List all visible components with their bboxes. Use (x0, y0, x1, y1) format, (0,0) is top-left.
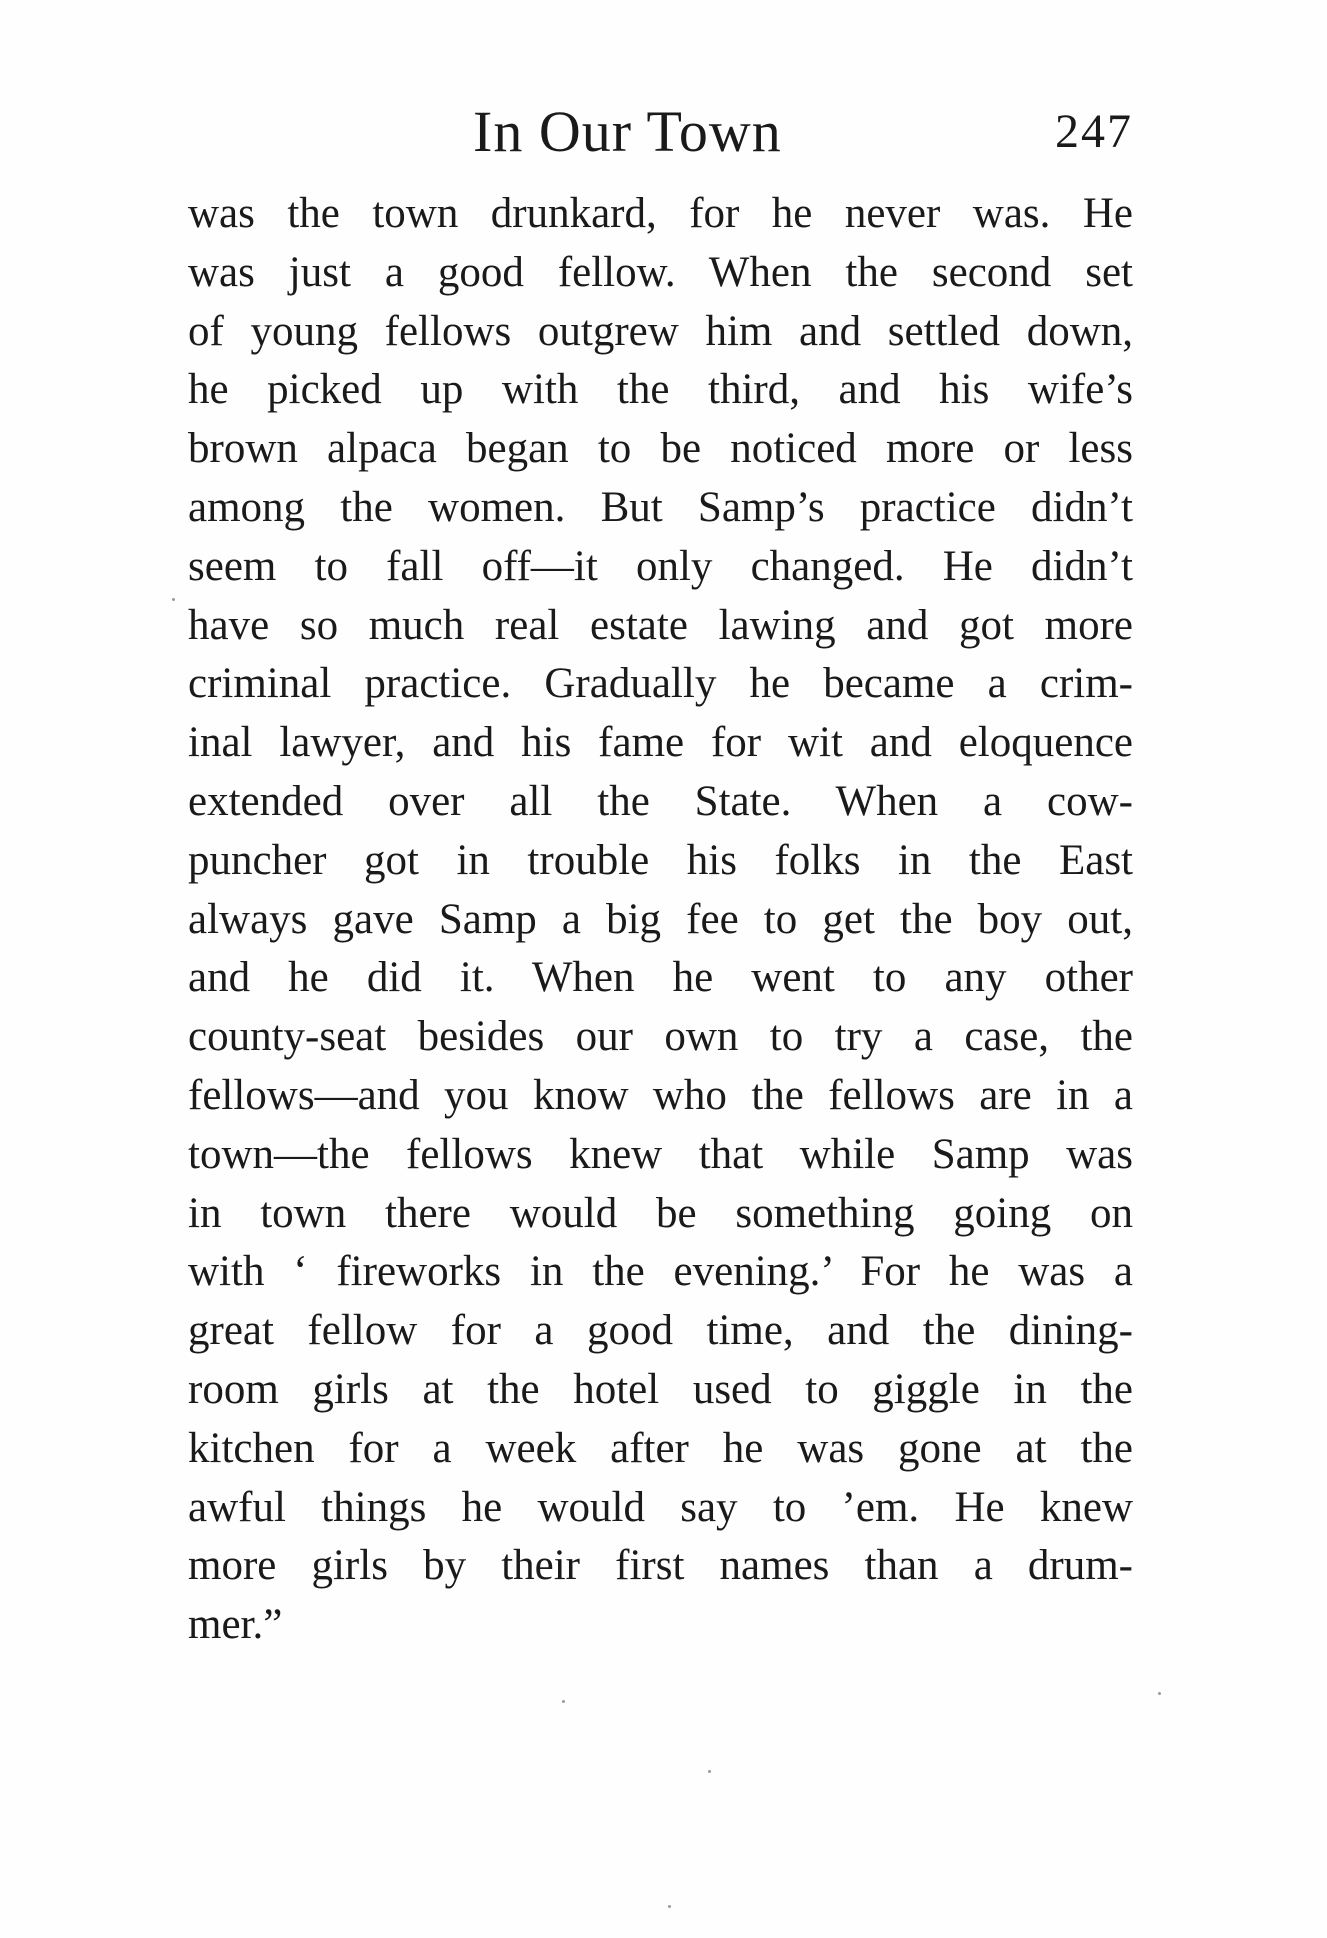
text-line: and he did it. When he went to any other (188, 954, 1133, 1002)
text-line-last: mer.” (188, 1601, 283, 1649)
scan-speck (1158, 1692, 1161, 1695)
text-line: with ‘ fireworks in the evening.’ For he was a (188, 1248, 1133, 1296)
text-line: kitchen for a week after he was gone at the (188, 1424, 1133, 1472)
text-line: was just a good fellow. When the second set (188, 248, 1133, 296)
page-number: 247 (1055, 105, 1133, 158)
text-line: have so much real estate lawing and got more (188, 601, 1133, 649)
scan-speck (668, 1905, 671, 1908)
scan-speck (708, 1770, 711, 1773)
text-line: county-seat besides our own to try a case, the (188, 1013, 1133, 1061)
text-line: awful things he would say to ’em. He knew (188, 1483, 1133, 1531)
text-line: town—the fellows knew that while Samp was (188, 1130, 1133, 1178)
scan-speck (172, 598, 175, 601)
text-line: always gave Samp a big fee to get the boy out, (188, 895, 1133, 943)
text-line: great fellow for a good time, and the dining- (188, 1307, 1133, 1355)
text-line: inal lawyer, and his fame for wit and eloquence (188, 719, 1133, 767)
text-line: he picked up with the third, and his wife’s (188, 366, 1133, 414)
running-head (188, 98, 1133, 168)
text-line: criminal practice. Gradually he became a crim- (188, 660, 1133, 708)
text-line: extended over all the State. When a cow- (188, 777, 1133, 825)
text-line: brown alpaca began to be noticed more or less (188, 425, 1133, 473)
body-text (188, 185, 1133, 1655)
text-line: of young fellows outgrew him and settled down, (188, 307, 1133, 355)
text-line: among the women. But Samp’s practice didn’t (188, 483, 1133, 531)
text-line: seem to fall off—it only changed. He didn’t (188, 542, 1133, 590)
scan-speck (562, 1700, 565, 1703)
text-line: fellows—and you know who the fellows are in a (188, 1071, 1133, 1119)
text-line: was the town drunkard, for he never was. He (188, 190, 1133, 237)
text-line: room girls at the hotel used to giggle in the (188, 1365, 1133, 1413)
running-title: In Our Town (473, 99, 782, 164)
text-line: in town there would be something going on (188, 1189, 1133, 1237)
text-line: puncher got in trouble his folks in the East (188, 836, 1133, 884)
text-line: more girls by their first names than a drum- (188, 1542, 1133, 1590)
